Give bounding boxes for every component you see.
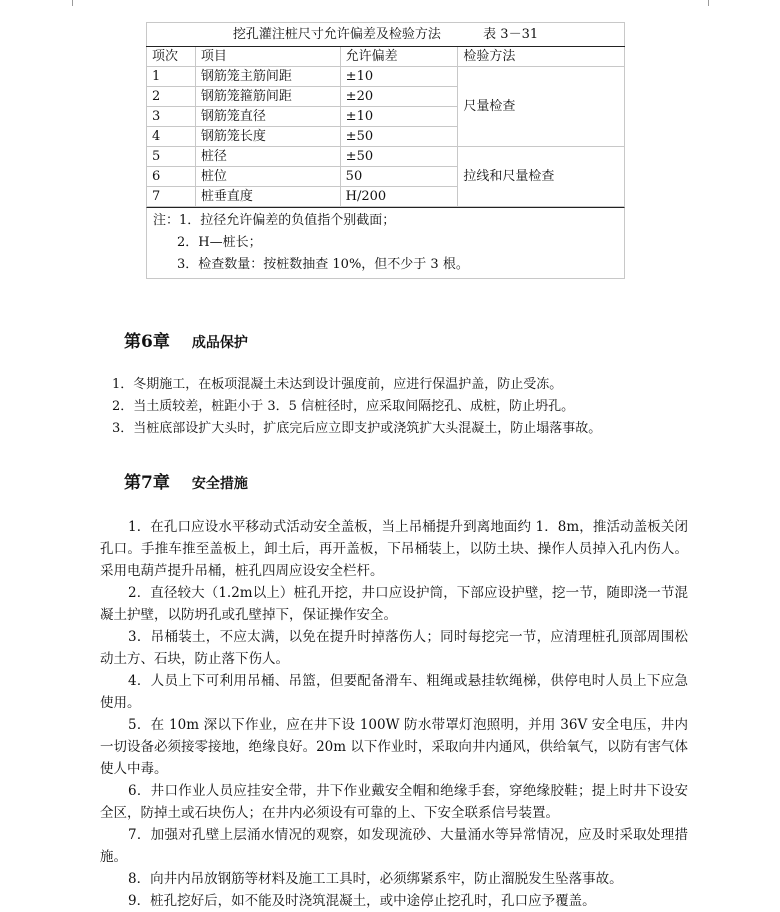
list-item: 6．井口作业人员应挂安全带，井下作业戴安全帽和绝缘手套，穿绝缘胶鞋；提上时井下设安全区，防掉土或石块伤人；在井内必须设有可靠的上、下安全联系信号装置。 — [100, 783, 688, 821]
row-item: 钢筋笼箍筋间距 — [195, 87, 340, 107]
row-tolerance: ±20 — [340, 87, 458, 107]
row-no: 5 — [147, 147, 196, 167]
method-group-1: 尺量检查 — [458, 67, 625, 147]
row-tolerance: ±50 — [340, 147, 458, 167]
list-item: 3．吊桶装土，不应太满，以免在提升时掉落伤人；同时每挖完一节，应清理桩孔顶部周围松动土方、石块，防止落下伤人。 — [100, 629, 688, 667]
table-caption-row — [147, 23, 625, 47]
row-no: 1 — [147, 67, 196, 87]
chapter-7-list — [100, 516, 688, 912]
list-item: 3．当桩底部设扩大头时，扩底完后应立即支护或浇筑扩大头混凝土，防止塌落事故。 — [112, 421, 602, 436]
row-no: 6 — [147, 167, 196, 187]
method-group-2: 拉线和尺量检查 — [458, 147, 625, 207]
chapter-7-heading — [124, 468, 248, 493]
row-no: 7 — [147, 187, 196, 207]
chapter-6-heading — [124, 327, 248, 352]
header-item: 项目 — [195, 47, 340, 67]
page-corner-mark-right — [708, 0, 719, 6]
row-no: 3 — [147, 107, 196, 127]
row-no: 2 — [147, 87, 196, 107]
table-note: 注：1．拉径允许偏差的负值指个别截面； — [153, 213, 396, 228]
header-tolerance: 允许偏差 — [340, 47, 458, 67]
list-item: 8．向井内吊放钢筋等材料及施工工具时，必须绑紧系牢，防止溜脱发生坠落事故。 — [128, 871, 623, 887]
row-item: 桩径 — [195, 147, 340, 167]
table-title: 挖孔灌注桩尺寸允许偏差及检验方法 — [232, 27, 441, 42]
chapter-number: 第7章 — [124, 473, 170, 493]
list-item: 1．在孔口应设水平移动式活动安全盖板，当上吊桶提升到离地面约 1．8m，推活动盖板关闭孔口。手推车推至盖板上，卸土后，再开盖板，下吊桶装上，以防土块、操作人员掉入孔内伤人。采用电葫芦提升吊桶，桩孔四周应设安全栏杆。 — [100, 519, 688, 579]
row-item: 桩垂直度 — [195, 187, 340, 207]
row-tolerance: H/200 — [340, 187, 458, 207]
tolerance-table-block — [146, 22, 625, 279]
table-row — [147, 147, 625, 167]
row-tolerance: ±50 — [340, 127, 458, 147]
list-item: 2．直径较大（1.2m以上）桩孔开挖，井口应设护筒，下部应设护壁，挖一节，随即浇一节混凝土护壁，以防坍孔或孔壁掉下，保证操作安全。 — [100, 585, 688, 623]
list-item: 2．当土质较差，桩距小于 3．5 信桩径时，应采取间隔挖孔、成桩，防止坍孔。 — [112, 399, 575, 414]
list-item: 7．加强对孔壁上层涌水情况的观察，如发现流砂、大量涌水等异常情况，应及时采取处理措施。 — [100, 827, 688, 865]
chapter-title: 成品保护 — [191, 335, 248, 351]
list-item: 1．冬期施工，在板项混凝土未达到设计强度前，应进行保温护盖，防止受冻。 — [112, 377, 563, 392]
table-note: 3．检查数量：按桩数抽查 10%，但不少于 3 根。 — [177, 257, 469, 272]
page-corner-mark-left — [62, 0, 73, 6]
row-item: 钢筋笼长度 — [195, 127, 340, 147]
row-no: 4 — [147, 127, 196, 147]
chapter-number: 第6章 — [124, 332, 170, 352]
table-header-row — [147, 47, 625, 67]
list-item: 9．桩孔挖好后，如不能及时浇筑混凝土，或中途停止挖孔时，孔口应予覆盖。 — [128, 893, 596, 909]
list-item: 4．人员上下可利用吊桶、吊篮，但要配备滑车、粗绳或悬挂软绳梯，供停电时人员上下应急使用。 — [100, 673, 688, 711]
row-item: 钢筋笼直径 — [195, 107, 340, 127]
row-tolerance: 50 — [340, 167, 458, 187]
table-row — [147, 67, 625, 87]
row-item: 钢筋笼主筋间距 — [195, 67, 340, 87]
header-no: 项次 — [147, 47, 196, 67]
row-item: 桩位 — [195, 167, 340, 187]
list-item: 5．在 10m 深以下作业，应在井下设 100W 防水带罩灯泡照明，并用 36V 安全电压，井内一切设备必须接零接地，绝缘良好。20m 以下作业时，采取向井内通风，供给氧气，以防有害气体使人中毒。 — [100, 717, 688, 777]
row-tolerance: ±10 — [340, 67, 458, 87]
table-notes — [146, 207, 625, 279]
chapter-6-list — [112, 374, 601, 440]
table-caption — [147, 23, 625, 47]
tolerance-table — [146, 22, 625, 207]
chapter-title: 安全措施 — [191, 476, 248, 492]
row-tolerance: ±10 — [340, 107, 458, 127]
table-note: 2．H—桩长； — [177, 235, 262, 250]
table-number: 表 3－31 — [483, 27, 539, 42]
header-method: 检验方法 — [458, 47, 625, 67]
